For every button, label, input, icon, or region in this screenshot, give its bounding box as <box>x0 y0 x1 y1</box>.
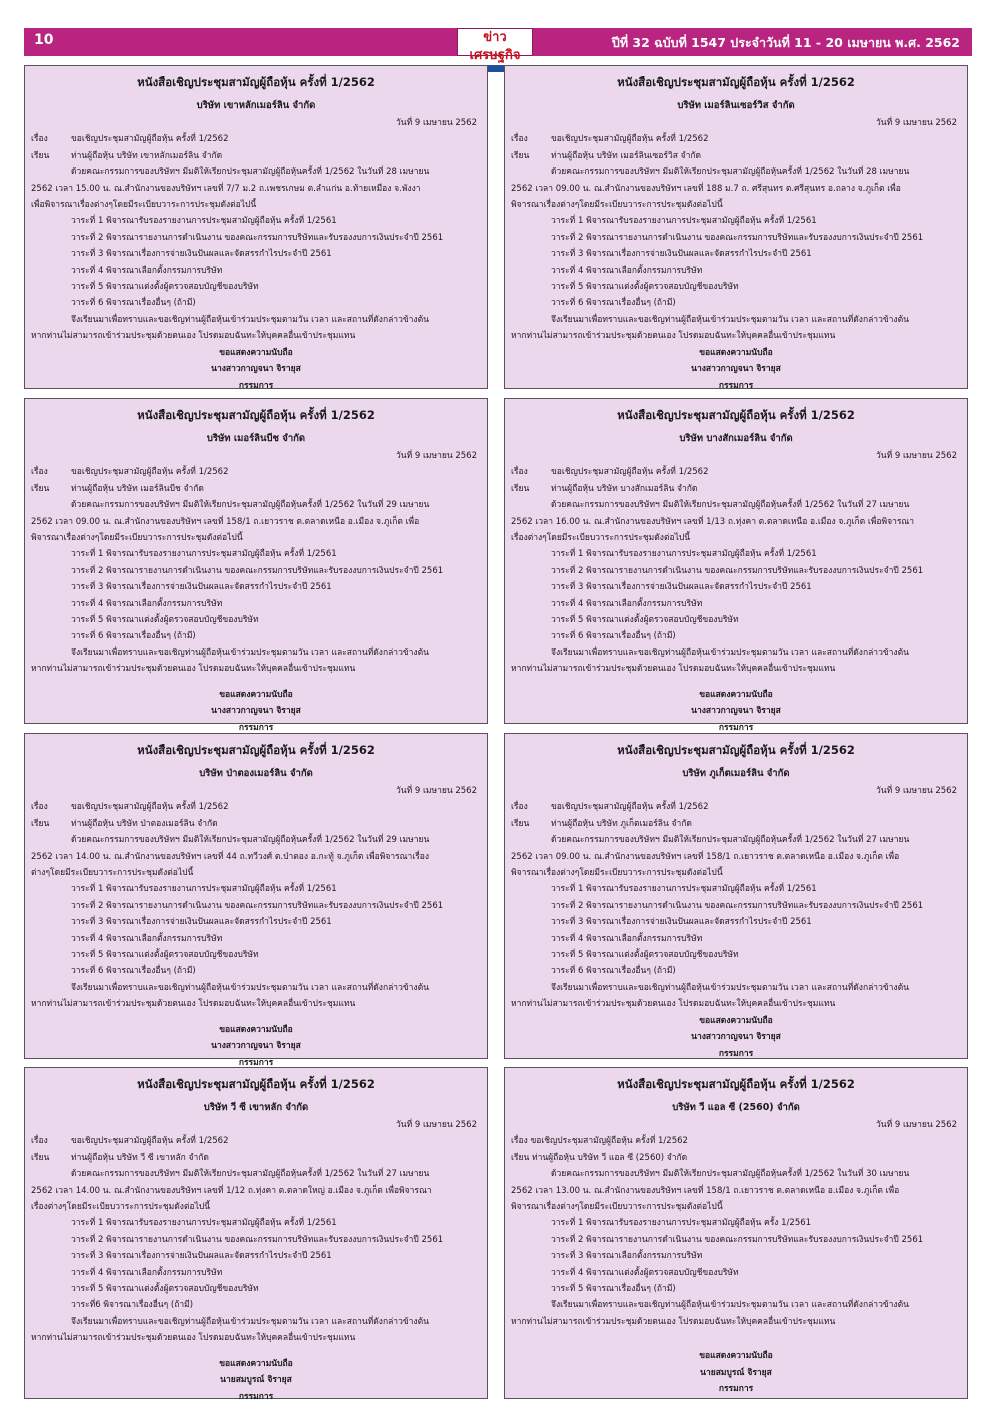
signer-position: กรรมการ <box>238 1057 274 1068</box>
subject-line <box>31 464 481 480</box>
to-label: เรียน <box>511 818 530 829</box>
subject-text: ขอเชิญประชุมสามัญผู้ถือหุ้น ครั้งที่ 1/2562 <box>530 1136 688 1147</box>
body-line-2: 2562 เวลา 16.00 น. ณ.สำนักงานของบริษัทฯ เลขที่ 1/13 ถ.ทุ่งคา ต.ตลาดเหนือ อ.เมือง จ.ภูเก็ต เพื่อพิจารณา <box>511 516 915 527</box>
agenda-item: วาระที่ 2 พิจารณารายงานการดำเนินงาน ของคณะกรรมการบริษัทและรับรองงบการเงินประจำปี 2561 <box>71 565 444 576</box>
to-text: ท่านผู้ถือหุ้น บริษัท เมอร์ลินเซอร์วิส จำกัด <box>551 150 702 161</box>
agenda-item: วาระที่ 3 พิจารณาเลือกตั้งกรรมการบริษัท <box>551 1251 703 1262</box>
body-line-1: ด้วยคณะกรรมการของบริษัทฯ มีมติให้เรียกประชุมสามัญผู้ถือหุ้นครั้งที่ 1/2562 ในวันที่ 27 เมษายน <box>71 1169 430 1180</box>
to-line <box>31 816 481 832</box>
agenda-item: วาระที่ 2 พิจารณารายงานการดำเนินงาน ของคณะกรรมการบริษัทและรับรองงบการเงินประจำปี 2561 <box>551 232 924 243</box>
agenda-item: วาระที่ 2 พิจารณารายงานการดำเนินงาน ของคณะกรรมการบริษัทและรับรองงบการเงินประจำปี 2561 <box>71 1234 444 1245</box>
subject-line <box>31 799 481 815</box>
notice-card <box>24 1067 488 1402</box>
agenda-item: วาระที่ 6 พิจารณาเรื่องอื่นๆ (ถ้ามี) <box>551 298 676 309</box>
agenda-item: วาระที่ 1 พิจารณารับรองรายงานการประชุมสามัญผู้ถือหุ้น ครั้งที่ 1/2561 <box>71 216 337 227</box>
closing-line-1: จึงเรียนมาเพื่อทราบและขอเชิญท่านผู้ถือหุ้นเข้าร่วมประชุมตามวัน เวลา และสถานที่ดังกล่าวข้างต้น <box>551 647 909 658</box>
body-line-3: เรื่องต่างๆโดยมีระเบียบวาระการประชุมดังต่อไปนี้ <box>511 533 691 544</box>
subject-text: ขอเชิญประชุมสามัญผู้ถือหุ้น ครั้งที่ 1/2562 <box>71 802 229 813</box>
subject-label: เรื่อง <box>31 1136 48 1147</box>
to-line <box>511 148 961 164</box>
issue-info: ปีที่ 32 ฉบับที่ 1547 ประจำวันที่ 11 - 20 เมษายน พ.ศ. 2562 <box>611 35 960 50</box>
regards: ขอแสดงความนับถือ <box>699 689 773 700</box>
newspaper-logo <box>457 28 533 63</box>
regards: ขอแสดงความนับถือ <box>219 1024 293 1035</box>
to-label: เรียน <box>511 483 530 494</box>
agenda-item: วาระที่ 6 พิจารณาเรื่องอื่นๆ (ถ้ามี) <box>71 966 196 977</box>
notice-title: หนังสือเชิญประชุมสามัญผู้ถือหุ้น ครั้งที่ 1/2562 <box>617 75 855 89</box>
to-label: เรียน <box>31 150 50 161</box>
subject-line <box>31 1133 481 1149</box>
closing-line-2: หากท่านไม่สามารถเข้าร่วมประชุมด้วยตนเอง โปรดมอบฉันทะให้บุคคลอื่นเข้าประชุมแทน <box>511 331 836 342</box>
closing-line-1: จึงเรียนมาเพื่อทราบและขอเชิญท่านผู้ถือหุ้นเข้าร่วมประชุมตามวัน เวลา และสถานที่ดังกล่าวข้างต้น <box>551 1300 909 1311</box>
agenda-item: วาระที่6 พิจารณาเรื่องอื่นๆ (ถ้ามี) <box>71 1300 194 1311</box>
regards: ขอแสดงความนับถือ <box>219 1358 293 1369</box>
closing-line-2: หากท่านไม่สามารถเข้าร่วมประชุมด้วยตนเอง โปรดมอบฉันทะให้บุคคลอื่นเข้าประชุมแทน <box>511 999 836 1010</box>
agenda-item: วาระที่ 4 พิจารณาเลือกตั้งกรรมการบริษัท <box>551 933 703 944</box>
closing-line-2: หากท่านไม่สามารถเข้าร่วมประชุมด้วยตนเอง โปรดมอบฉันทะให้บุคคลอื่นเข้าประชุมแทน <box>511 664 836 675</box>
notice-date: วันที่ 9 เมษายน 2562 <box>875 451 957 461</box>
to-label: เรียน <box>31 818 50 829</box>
notice-date: วันที่ 9 เมษายน 2562 <box>395 786 477 796</box>
body-line-3: พิจารณาเรื่องต่างๆโดยมีระเบียบวาระการประชุมดังต่อไปนี้ <box>31 533 243 544</box>
to-line <box>31 148 481 164</box>
subject-line <box>511 464 961 480</box>
agenda-item: วาระที่ 3 พิจารณาเรื่องการจ่ายเงินปันผลและจัดสรรกำไรประจำปี 2561 <box>551 582 812 593</box>
body-line-2: 2562 เวลา 14.00 น. ณ.สำนักงานของบริษัทฯ เลขที่ 44 ถ.ทวีวงศ์ ต.ป่าตอง อ.กะทู้ จ.ภูเก็ต เพื่อพิจารณาเรื่อง <box>31 851 430 862</box>
signer-position: กรรมการ <box>238 1391 274 1402</box>
to-text: ท่านผู้ถือหุ้น บริษัท ภูเก็ตเมอร์ลิน จำกัด <box>551 818 692 829</box>
closing-line-2: หากท่านไม่สามารถเข้าร่วมประชุมด้วยตนเอง โปรดมอบฉันทะให้บุคคลอื่นเข้าประชุมแทน <box>31 999 356 1010</box>
signer-name: นายสมบูรณ์ จิรายุส <box>220 1375 292 1386</box>
page-number: 10 <box>34 32 54 48</box>
closing-line-2: หากท่านไม่สามารถเข้าร่วมประชุมด้วยตนเอง โปรดมอบฉันทะให้บุคคลอื่นเข้าประชุมแทน <box>31 1333 356 1344</box>
subject-label: เรื่อง <box>31 467 48 478</box>
closing-line-2: หากท่านไม่สามารถเข้าร่วมประชุมด้วยตนเอง โปรดมอบฉันทะให้บุคคลอื่นเข้าประชุมแทน <box>511 1316 836 1327</box>
to-label: เรียน <box>31 483 50 494</box>
page-header <box>24 28 972 63</box>
body-line-1: ด้วยคณะกรรมการของบริษัทฯ มีมติให้เรียกประชุมสามัญผู้ถือหุ้นครั้งที่ 1/2562 ในวันที่ 27 เมษายน <box>551 835 910 846</box>
agenda-item: วาระที่ 4 พิจารณาเลือกตั้งกรรมการบริษัท <box>551 598 703 609</box>
notice-title: หนังสือเชิญประชุมสามัญผู้ถือหุ้น ครั้งที่ 1/2562 <box>137 408 375 422</box>
company-name: บริษัท เมอร์ลินบีช จำกัด <box>206 433 306 444</box>
body-line-1: ด้วยคณะกรรมการของบริษัทฯ มีมติให้เรียกประชุมสามัญผู้ถือหุ้นครั้งที่ 1/2562 ในวันที่ 28 เมษายน <box>71 167 430 178</box>
subject-label: เรื่อง <box>511 467 528 478</box>
agenda-item: วาระที่ 1 พิจารณารับรองรายงานการประชุมสามัญผู้ถือหุ้น ครั้งที่ 1/2561 <box>71 1218 337 1229</box>
notice-card <box>504 733 968 1059</box>
agenda-item: วาระที่ 5 พิจารณาแต่งตั้งผู้ตรวจสอบบัญชีของบริษัท <box>71 1284 259 1295</box>
to-text: ท่านผู้ถือหุ้น บริษัท บางสักเมอร์ลิน จำกัด <box>551 483 698 494</box>
signer-position: กรรมการ <box>718 1384 754 1395</box>
agenda-item: วาระที่ 3 พิจารณาเรื่องการจ่ายเงินปันผลและจัดสรรกำไรประจำปี 2561 <box>71 917 332 928</box>
subject-label: เรื่อง <box>511 134 528 145</box>
agenda-item: วาระที่ 3 พิจารณาเรื่องการจ่ายเงินปันผลและจัดสรรกำไรประจำปี 2561 <box>71 582 332 593</box>
notice-title: หนังสือเชิญประชุมสามัญผู้ถือหุ้น ครั้งที่ 1/2562 <box>137 75 375 89</box>
body-line-2: 2562 เวลา 15.00 น. ณ.สำนักงานของบริษัทฯ เลขที่ 7/7 ม.2 ถ.เพชรเกษม ต.ลำแก่น อ.ท้ายเหมือง จ.พังงา <box>31 183 421 194</box>
regards: ขอแสดงความนับถือ <box>219 347 293 358</box>
closing-line-1: จึงเรียนมาเพื่อทราบและขอเชิญท่านผู้ถือหุ้นเข้าร่วมประชุมตามวัน เวลา และสถานที่ดังกล่าวข้างต้น <box>71 314 429 325</box>
agenda-item: วาระที่ 2 พิจารณารายงานการดำเนินงาน ของคณะกรรมการบริษัทและรับรองงบการเงินประจำปี 2561 <box>551 900 924 911</box>
signer-position: กรรมการ <box>718 1048 754 1059</box>
notice-card <box>24 65 488 389</box>
company-name: บริษัท เขาหลักเมอร์ลิน จำกัด <box>196 100 316 111</box>
body-line-3: พิจารณาเรื่องต่างๆโดยมีระเบียบวาระการประชุมดังต่อไปนี้ <box>511 200 723 211</box>
to-line <box>511 816 961 832</box>
subject-line <box>511 1133 961 1149</box>
agenda-item: วาระที่ 5 พิจารณาแต่งตั้งผู้ตรวจสอบบัญชีของบริษัท <box>551 282 739 293</box>
to-line <box>31 1150 481 1166</box>
closing-line-2: หากท่านไม่สามารถเข้าร่วมประชุมด้วยตนเอง โปรดมอบฉันทะให้บุคคลอื่นเข้าประชุมแทน <box>31 331 356 342</box>
signer-name: นางสาวกาญจนา จิรายุส <box>691 1032 781 1043</box>
body-line-2: 2562 เวลา 14.00 น. ณ.สำนักงานของบริษัทฯ เลขที่ 1/12 ถ.ทุ่งคา ต.ตลาดใหญ่ อ.เมือง จ.ภูเก็ต เพื่อพิจารณา <box>31 1185 432 1196</box>
closing-line-1: จึงเรียนมาเพื่อทราบและขอเชิญท่านผู้ถือหุ้นเข้าร่วมประชุมตามวัน เวลา และสถานที่ดังกล่าวข้างต้น <box>71 1316 429 1327</box>
notice-title: หนังสือเชิญประชุมสามัญผู้ถือหุ้น ครั้งที่ 1/2562 <box>137 1077 375 1091</box>
notice-title: หนังสือเชิญประชุมสามัญผู้ถือหุ้น ครั้งที่ 1/2562 <box>617 1077 855 1091</box>
regards: ขอแสดงความนับถือ <box>699 347 773 358</box>
regards: ขอแสดงความนับถือ <box>699 1351 773 1362</box>
closing-line-1: จึงเรียนมาเพื่อทราบและขอเชิญท่านผู้ถือหุ้นเข้าร่วมประชุมตามวัน เวลา และสถานที่ดังกล่าวข้างต้น <box>551 982 909 993</box>
agenda-item: วาระที่ 1 พิจารณารับรองรายงานการประชุมสามัญผู้ถือหุ้น ครั้งที่ 1/2561 <box>551 549 817 560</box>
body-line-2: 2562 เวลา 13.00 น. ณ.สำนักงานของบริษัทฯ เลขที่ 158/1 ถ.เยาวราช ต.ตลาดเหนือ อ.เมือง จ.ภูเก็ต เพื่อ <box>511 1185 900 1196</box>
notice-date: วันที่ 9 เมษายน 2562 <box>875 786 957 796</box>
agenda-item: วาระที่ 1 พิจารณารับรองรายงานการประชุมสามัญผู้ถือหุ้น ครั้งที่ 1/2561 <box>551 216 817 227</box>
subject-line <box>511 799 961 815</box>
notice-card <box>504 398 968 733</box>
notice-date: วันที่ 9 เมษายน 2562 <box>875 118 957 128</box>
regards: ขอแสดงความนับถือ <box>219 689 293 700</box>
body-line-1: ด้วยคณะกรรมการของบริษัทฯ มีมติให้เรียกประชุมสามัญผู้ถือหุ้นครั้งที่ 1/2562 ในวันที่ 28 เมษายน <box>551 167 910 178</box>
agenda-item: วาระที่ 4 พิจารณาเลือกตั้งกรรมการบริษัท <box>71 598 223 609</box>
to-line <box>31 481 481 497</box>
company-name: บริษัท วี แอล ซี (2560) จำกัด <box>672 1102 800 1113</box>
body-line-3: พิจารณาเรื่องต่างๆโดยมีระเบียบวาระการประชุมดังต่อไปนี้ <box>511 1202 723 1213</box>
to-text: ท่านผู้ถือหุ้น บริษัท เมอร์ลินบีช จำกัด <box>71 483 204 494</box>
to-text: ท่านผู้ถือหุ้น บริษัท เขาหลักเมอร์ลิน จำกัด <box>71 150 223 161</box>
subject-text: ขอเชิญประชุมสามัญผู้ถือหุ้น ครั้งที่ 1/2562 <box>71 467 229 478</box>
notice-date: วันที่ 9 เมษายน 2562 <box>875 1120 957 1130</box>
body-line-2: 2562 เวลา 09.00 น. ณ.สำนักงานของบริษัทฯ เลขที่ 158/1 ถ.เยาวราช ต.ตลาดเหนือ อ.เมือง จ.ภูเก็ต เพื่อ <box>511 851 900 862</box>
company-name: บริษัท ป่าตองเมอร์ลิน จำกัด <box>199 768 313 779</box>
agenda-item: วาระที่ 1 พิจารณารับรองรายงานการประชุมสามัญผู้ถือหุ้น ครั้งที่ 1/2561 <box>71 549 337 560</box>
to-line <box>511 1150 961 1166</box>
agenda-item: วาระที่ 4 พิจารณาเลือกตั้งกรรมการบริษัท <box>71 1267 223 1278</box>
body-line-2: 2562 เวลา 09.00 น. ณ.สำนักงานของบริษัทฯ เลขที่ 188 ม.7 ถ. ศรีสุนทร ต.ศรีสุนทร อ.ถลาง จ.ภูเก็ต เพื่อ <box>511 183 901 194</box>
logo-text: ข่าวเศรษฐกิจ <box>469 30 521 63</box>
agenda-item: วาระที่ 6 พิจารณาเรื่องอื่นๆ (ถ้ามี) <box>71 298 196 309</box>
company-name: บริษัท วี ซี เขาหลัก จำกัด <box>203 1102 309 1113</box>
agenda-item: วาระที่ 6 พิจารณาเรื่องอื่นๆ (ถ้ามี) <box>551 966 676 977</box>
agenda-item: วาระที่ 6 พิจารณาเรื่องอื่นๆ (ถ้ามี) <box>71 631 196 642</box>
subject-label: เรื่อง <box>511 802 528 813</box>
subject-text: ขอเชิญประชุมสามัญผู้ถือหุ้น ครั้งที่ 1/2562 <box>551 802 709 813</box>
subject-text: ขอเชิญประชุมสามัญผู้ถือหุ้น ครั้งที่ 1/2562 <box>551 134 709 145</box>
agenda-item: วาระที่ 1 พิจารณารับรองรายงานการประชุมสามัญผู้ถือหุ้น ครั้ง 1/2561 <box>551 1218 812 1229</box>
notice-title: หนังสือเชิญประชุมสามัญผู้ถือหุ้น ครั้งที่ 1/2562 <box>137 743 375 757</box>
agenda-item: วาระที่ 3 พิจารณาเรื่องการจ่ายเงินปันผลและจัดสรรกำไรประจำปี 2561 <box>551 249 812 260</box>
subject-label: เรื่อง <box>31 134 48 145</box>
signer-position: กรรมการ <box>718 380 754 391</box>
to-text: ท่านผู้ถือหุ้น บริษัท วี ซี เขาหลัก จำกัด <box>71 1152 209 1163</box>
body-line-3: เพื่อพิจารณาเรื่องต่างๆโดยมีระเบียบวาระการประชุมดังต่อไปนี้ <box>31 200 257 211</box>
signer-name: นางสาวกาญจนา จิรายุส <box>691 364 781 375</box>
agenda-item: วาระที่ 3 พิจารณาเรื่องการจ่ายเงินปันผลและจัดสรรกำไรประจำปี 2561 <box>71 1251 332 1262</box>
signer-name: นางสาวกาญจนา จิรายุส <box>211 706 301 717</box>
company-name: บริษัท เมอร์ลินเซอร์วิส จำกัด <box>677 100 795 111</box>
agenda-item: วาระที่ 2 พิจารณารายงานการดำเนินงาน ของคณะกรรมการบริษัทและรับรองงบการเงินประจำปี 2561 <box>71 232 444 243</box>
notice-title: หนังสือเชิญประชุมสามัญผู้ถือหุ้น ครั้งที่ 1/2562 <box>617 743 855 757</box>
agenda-item: วาระที่ 5 พิจารณาแต่งตั้งผู้ตรวจสอบบัญชีของบริษัท <box>551 615 739 626</box>
body-line-3: เรื่องต่างๆโดยมีระเบียบวาระการประชุมดังต่อไปนี้ <box>31 1202 211 1213</box>
company-name: บริษัท บางสักเมอร์ลิน จำกัด <box>679 433 793 444</box>
subject-text: ขอเชิญประชุมสามัญผู้ถือหุ้น ครั้งที่ 1/2562 <box>71 134 229 145</box>
closing-line-1: จึงเรียนมาเพื่อทราบและขอเชิญท่านผู้ถือหุ้นเข้าร่วมประชุมตามวัน เวลา และสถานที่ดังกล่าวข้างต้น <box>551 314 909 325</box>
agenda-item: วาระที่ 1 พิจารณารับรองรายงานการประชุมสามัญผู้ถือหุ้น ครั้งที่ 1/2561 <box>71 884 337 895</box>
agenda-item: วาระที่ 2 พิจารณารายงานการดำเนินงาน ของคณะกรรมการบริษัทและรับรองงบการเงินประจำปี 2561 <box>551 1234 924 1245</box>
agenda-item: วาระที่ 5 พิจารณาแต่งตั้งผู้ตรวจสอบบัญชีของบริษัท <box>71 282 259 293</box>
regards: ขอแสดงความนับถือ <box>699 1015 773 1026</box>
body-line-1: ด้วยคณะกรรมการของบริษัทฯ มีมติให้เรียกประชุมสามัญผู้ถือหุ้นครั้งที่ 1/2562 ในวันที่ 30 เมษายน <box>551 1169 910 1180</box>
agenda-item: วาระที่ 2 พิจารณารายงานการดำเนินงาน ของคณะกรรมการบริษัทและรับรองงบการเงินประจำปี 2561 <box>551 565 924 576</box>
closing-line-2: หากท่านไม่สามารถเข้าร่วมประชุมด้วยตนเอง โปรดมอบฉันทะให้บุคคลอื่นเข้าประชุมแทน <box>31 664 356 675</box>
notice-card <box>24 733 488 1068</box>
company-name: บริษัท ภูเก็ตเมอร์ลิน จำกัด <box>682 768 790 779</box>
subject-line <box>31 131 481 147</box>
body-line-3: พิจารณาเรื่องต่างๆโดยมีระเบียบวาระการประชุมดังต่อไปนี้ <box>511 868 723 879</box>
to-label: เรียน <box>31 1152 50 1163</box>
to-label: เรียน <box>511 1152 530 1163</box>
notice-card <box>504 1067 968 1399</box>
signer-position: กรรมการ <box>718 722 754 733</box>
agenda-item: วาระที่ 3 พิจารณาเรื่องการจ่ายเงินปันผลและจัดสรรกำไรประจำปี 2561 <box>71 249 332 260</box>
body-line-1: ด้วยคณะกรรมการของบริษัทฯ มีมติให้เรียกประชุมสามัญผู้ถือหุ้นครั้งที่ 1/2562 ในวันที่ 27 เมษายน <box>551 500 910 511</box>
agenda-item: วาระที่ 4 พิจารณาเลือกตั้งกรรมการบริษัท <box>71 265 223 276</box>
body-line-1: ด้วยคณะกรรมการของบริษัทฯ มีมติให้เรียกประชุมสามัญผู้ถือหุ้นครั้งที่ 1/2562 ในวันที่ 29 เมษายน <box>71 500 430 511</box>
notice-date: วันที่ 9 เมษายน 2562 <box>395 118 477 128</box>
to-text: ท่านผู้ถือหุ้น บริษัท วี แอล ซี (2560) จำกัด <box>531 1152 688 1163</box>
signer-name: นางสาวกาญจนา จิรายุส <box>691 706 781 717</box>
subject-line <box>511 131 961 147</box>
agenda-item: วาระที่ 4 พิจารณาเลือกตั้งกรรมการบริษัท <box>71 933 223 944</box>
agenda-item: วาระที่ 3 พิจารณาเรื่องการจ่ายเงินปันผลและจัดสรรกำไรประจำปี 2561 <box>551 917 812 928</box>
body-line-2: 2562 เวลา 09.00 น. ณ.สำนักงานของบริษัทฯ เลขที่ 158/1 ถ.เยาวราช ต.ตลาดเหนือ อ.เมือง จ.ภูเก็ต เพื่อ <box>31 516 420 527</box>
agenda-item: วาระที่ 5 พิจารณาแต่งตั้งผู้ตรวจสอบบัญชีของบริษัท <box>71 950 259 961</box>
signer-name: นายสมบูรณ์ จิรายุส <box>700 1367 772 1378</box>
agenda-item: วาระที่ 2 พิจารณารายงานการดำเนินงาน ของคณะกรรมการบริษัทและรับรองงบการเงินประจำปี 2561 <box>71 900 444 911</box>
body-line-3: ต่างๆโดยมีระเบียบวาระการประชุมดังต่อไปนี้ <box>31 868 194 879</box>
agenda-item: วาระที่ 4 พิจารณาแต่งตั้งผู้ตรวจสอบบัญชีของบริษัท <box>551 1267 739 1278</box>
closing-line-1: จึงเรียนมาเพื่อทราบและขอเชิญท่านผู้ถือหุ้นเข้าร่วมประชุมตามวัน เวลา และสถานที่ดังกล่าวข้างต้น <box>71 982 429 993</box>
notice-date: วันที่ 9 เมษายน 2562 <box>395 451 477 461</box>
notice-date: วันที่ 9 เมษายน 2562 <box>395 1120 477 1130</box>
subject-label: เรื่อง <box>511 1136 528 1147</box>
agenda-item: วาระที่ 4 พิจารณาเลือกตั้งกรรมการบริษัท <box>551 265 703 276</box>
agenda-item: วาระที่ 6 พิจารณาเรื่องอื่นๆ (ถ้ามี) <box>551 631 676 642</box>
agenda-item: วาระที่ 5 พิจารณาแต่งตั้งผู้ตรวจสอบบัญชีของบริษัท <box>71 615 259 626</box>
agenda-item: วาระที่ 5 พิจารณาแต่งตั้งผู้ตรวจสอบบัญชีของบริษัท <box>551 950 739 961</box>
to-line <box>511 481 961 497</box>
subject-label: เรื่อง <box>31 802 48 813</box>
signer-name: นางสาวกาญจนา จิรายุส <box>211 1041 301 1052</box>
to-label: เรียน <box>511 150 530 161</box>
body-line-1: ด้วยคณะกรรมการของบริษัทฯ มีมติให้เรียกประชุมสามัญผู้ถือหุ้นครั้งที่ 1/2562 ในวันที่ 29 เมษายน <box>71 835 430 846</box>
subject-text: ขอเชิญประชุมสามัญผู้ถือหุ้น ครั้งที่ 1/2562 <box>71 1136 229 1147</box>
to-text: ท่านผู้ถือหุ้น บริษัท ป่าตองเมอร์ลิน จำกัด <box>71 818 218 829</box>
notice-title: หนังสือเชิญประชุมสามัญผู้ถือหุ้น ครั้งที่ 1/2562 <box>617 408 855 422</box>
notice-card <box>24 398 488 733</box>
subject-text: ขอเชิญประชุมสามัญผู้ถือหุ้น ครั้งที่ 1/2562 <box>551 467 709 478</box>
signer-position: กรรมการ <box>238 380 274 391</box>
agenda-item: วาระที่ 1 พิจารณารับรองรายงานการประชุมสามัญผู้ถือหุ้น ครั้งที่ 1/2561 <box>551 884 817 895</box>
notice-card <box>504 65 968 389</box>
closing-line-1: จึงเรียนมาเพื่อทราบและขอเชิญท่านผู้ถือหุ้นเข้าร่วมประชุมตามวัน เวลา และสถานที่ดังกล่าวข้างต้น <box>71 647 429 658</box>
signer-name: นางสาวกาญจนา จิรายุส <box>211 364 301 375</box>
agenda-item: วาระที่ 5 พิจารณาเรื่องอื่นๆ (ถ้ามี) <box>551 1284 676 1295</box>
signer-position: กรรมการ <box>238 722 274 733</box>
